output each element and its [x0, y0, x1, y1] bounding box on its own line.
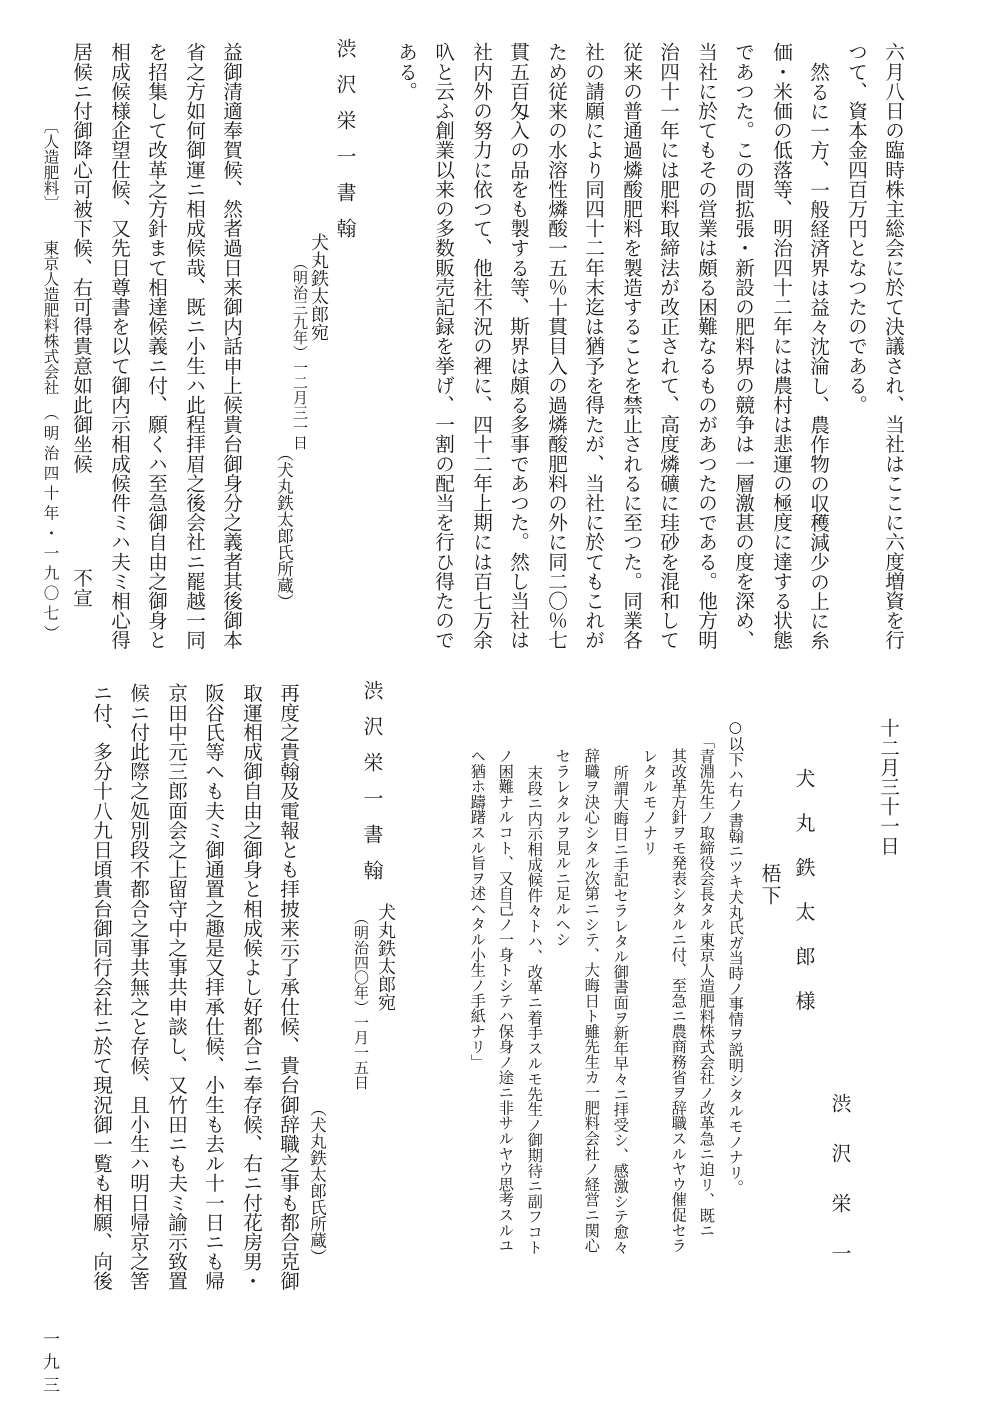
editor-note-line: レタルモノナリ — [640, 748, 659, 856]
history-line: ため従来の水溶性燐酸一五％十貫目入の過燐酸肥料の外に同二〇％七 — [544, 42, 568, 650]
history-line: 叺と云ふ創業以来の多数販売記録を挙げ、一割の配当を行ひ得たので — [431, 42, 455, 650]
history-line: 然るに一方、一般経済界は益々沈淪し、農作物の収穫減少の上に糸 — [806, 62, 830, 650]
letter-2-addressee: 犬丸鉄太郎宛 — [375, 903, 396, 1011]
history-line: 価・米価の低落等、明治四十二年には農村は悲運の極度に達する状態 — [769, 42, 793, 650]
letter-2-line: 取運相成御自由之御身と相成候よし好都合ニ奉存候、右ニ付花房男・ — [239, 683, 263, 1291]
running-head-period: （明治四十年・一九〇七） — [41, 405, 60, 645]
letter-1-line: 益御清適奉賀候、然者過日来御内話申上候貴台御身分之義者其後御本 — [219, 42, 243, 650]
letter-1-date-line: 十二月三十一日 — [876, 718, 900, 856]
history-line: ある。 — [394, 42, 418, 101]
editor-note-line: 「青淵先生ノ取締役会長タル東京人造肥料株式会社ノ改革急ニ迫リ、既ニ — [697, 733, 716, 1238]
editor-note-line: セラレタルヲ見ルニ足ルヘシ — [553, 748, 572, 947]
letter-2-line: 候ニ付此際之処別段不都合之事共無之と存候、且小生ハ明日帰京之筈 — [126, 683, 150, 1291]
history-line: 貫五百匁入の品をも製する等、斯界は頗る多事であつた。然し当社は — [506, 42, 530, 650]
history-line: 社内外の努力に依つて、他社不況の裡に、四十二年上期には百七万余 — [469, 42, 493, 650]
letter-1-date: （明治三九年）一二月三一日 — [291, 255, 309, 450]
editor-note-line: 所謂大晦日ニ手記セラレタル御書面ヲ新年早々ニ拝受シ、感激シテ愈々 — [611, 765, 630, 1255]
page-number: 一九三 — [39, 1330, 59, 1399]
letter-1-title: 渋沢栄一書翰 — [333, 38, 357, 254]
history-line: 治四十一年には肥料取締法が改正されて、高度燐礦に珪砂を混和して — [656, 42, 680, 650]
editor-note-line: ○以下ハ右ノ書翰ニツキ犬丸氏ガ当時ノ事情ヲ説明シタルモノナリ。 — [726, 718, 745, 1195]
letter-2-line: 阪谷氏等へも夫ミ御通置之趣是又拝承仕候、小生も去ル十一日ニも帰 — [201, 683, 225, 1291]
running-head-category: 〔人造肥料〕 — [41, 118, 60, 211]
letter-1-addressee: 犬丸鉄太郎宛 — [308, 233, 329, 341]
editor-note-line: 辞職ヲ決心シタル次第ニシテ、大晦日ト雖先生カ一肥料会社ノ経営ニ関心 — [582, 748, 601, 1253]
editor-note-line: 末段ニ内示相成候件々トハ、改革ニ着手スルモ先生ノ御期待ニ副フコト — [525, 765, 544, 1255]
letter-2-collection: （犬丸鉄太郎氏所蔵） — [307, 1100, 327, 1265]
letter-2-line: 京田中元三郎面会之上留守中之事共申談し、又竹田ニも夫ミ諭示致置 — [164, 683, 188, 1291]
letter-1-line: 相成候様企望仕候、又先日尊書を以て御内示相成候件ミハ夫ミ相心得 — [107, 42, 131, 650]
letter-2-date: （明治四〇年）一月一五日 — [352, 910, 370, 1090]
letter-2-title: 渋沢栄一書翰 — [360, 680, 384, 896]
history-line: 従来の普通過燐酸肥料を製造することを禁止されるに至つた。同業各 — [619, 42, 643, 650]
letter-1-closing: 不宣 — [69, 568, 93, 608]
letter-1-line: 居候ニ付御降心可被下候、右可得貴意如此御坐候 — [69, 42, 93, 474]
history-line: つて、資本金四百万円となつたのである。 — [844, 42, 868, 415]
letter-1-collection: （犬丸鉄太郎氏所蔵） — [274, 445, 294, 610]
editor-note-line: 其改革方針ヲモ発表シタルニ付、至急ニ農商務省ヲ辞職スルヤウ催促セラ — [669, 748, 688, 1253]
running-head-company: 東京人造肥料株式会社 — [41, 240, 60, 395]
history-line: 社の請願により同四十二年末迄は猶予を得たが、当社に於てもこれが — [581, 42, 605, 650]
history-line: であつた。この間拡張・新設の肥料界の競争は一層激甚の度を深め、 — [731, 42, 755, 650]
letter-2-line: ニ付、多分十八九日頃貴台御同行会社ニ於て現況御一覧も相願、向後 — [89, 683, 113, 1291]
history-line: 六月八日の臨時株主総会に於て決議され、当社はここに六度増資を行 — [881, 42, 905, 650]
letter-2-line: 再度之貴翰及電報とも拝披来示了承仕候、貴台御辞職之事も都合克御 — [276, 683, 300, 1291]
editor-note-line: ノ困難ナルコト、又自己ノ一身トシテハ保身ノ途ニ非サルヤウ思考スルユ — [496, 748, 515, 1253]
letter-1-line: を招集して改革之方針まて相達候義ニ付、願くハ至急御自由之御身と — [144, 42, 168, 650]
letter-1-sender: 渋沢栄一 — [828, 1093, 852, 1293]
letter-1-line: 省之方如何御運ニ相成候哉、既ニ小生ハ此程拝眉之後会社ニ罷越一同 — [182, 42, 206, 650]
letter-1-honorific: 梧下 — [758, 863, 782, 907]
editor-note-line: ヘ猶ホ躊躇スル旨ヲ述ヘタル小生ノ手紙ナリ」 — [468, 748, 487, 1070]
history-line: 当社に於てもその営業は頗る困難なるものがあつたのである。他方明 — [694, 42, 718, 650]
letter-1-recipient: 犬丸鉄太郎様 — [792, 768, 816, 1035]
